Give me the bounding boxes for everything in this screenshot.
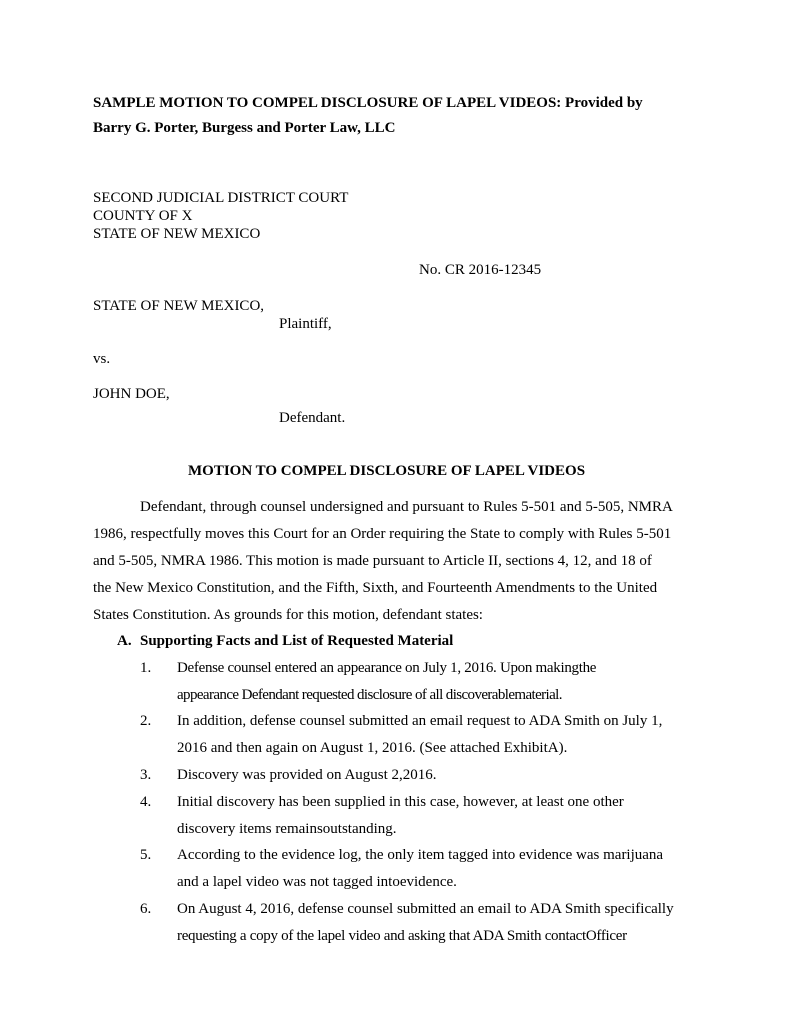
list-item-line: On August 4, 2016, defense counsel submitted an email to ADA Smith specifically (177, 901, 674, 917)
header-title-line-2: Barry G. Porter, Burgess and Porter Law, LLC (93, 120, 396, 136)
list-item-line: In addition, defense counsel submitted an email request to ADA Smith on July 1, (177, 713, 663, 729)
list-item-line: 2016 and then again on August 1, 2016. (See attached ExhibitA). (177, 740, 568, 756)
section-a-heading: Supporting Facts and List of Requested Material (140, 633, 454, 649)
motion-title: MOTION TO COMPEL DISCLOSURE OF LAPEL VIDEOS (188, 463, 586, 479)
section-a-marker: A. (117, 633, 132, 649)
list-item-line: Discovery was provided on August 2,2016. (177, 767, 437, 783)
list-item-line: appearance Defendant requested disclosure of all discoverablematerial. (177, 687, 562, 703)
list-item-number: 4. (140, 794, 152, 810)
plaintiff-name: STATE OF NEW MEXICO, (93, 298, 265, 314)
list-item-line: and a lapel video was not tagged intoevidence. (177, 874, 457, 890)
list-item-line: requesting a copy of the lapel video and asking that ADA Smith contactOfficer (177, 928, 627, 944)
list-item-line: According to the evidence log, the only item tagged into evidence was marijuana (177, 847, 664, 863)
list-item-line: Initial discovery has been supplied in this case, however, at least one other (177, 794, 624, 810)
plaintiff-role: Plaintiff, (279, 316, 332, 332)
defendant-name: JOHN DOE, (93, 386, 170, 402)
court-county: COUNTY OF X (93, 208, 193, 224)
court-name: SECOND JUDICIAL DISTRICT COURT (93, 190, 349, 206)
list-item-number: 2. (140, 713, 152, 729)
case-number: No. CR 2016-12345 (419, 262, 542, 278)
intro-line: 1986, respectfully moves this Court for an Order requiring the State to comply with Rules 5-501 (93, 526, 672, 542)
header-title-line-1: SAMPLE MOTION TO COMPEL DISCLOSURE OF LAPEL VIDEOS: Provided by (93, 95, 643, 111)
versus-label: vs. (93, 351, 111, 367)
list-item-number: 5. (140, 847, 152, 863)
court-state: STATE OF NEW MEXICO (93, 226, 261, 242)
list-item-number: 1. (140, 660, 152, 676)
intro-line: States Constitution. As grounds for this motion, defendant states: (93, 607, 483, 623)
list-item-number: 6. (140, 901, 152, 917)
list-item-number: 3. (140, 767, 152, 783)
intro-line: Defendant, through counsel undersigned and pursuant to Rules 5-501 and 5-505, NMRA (140, 499, 673, 515)
intro-line: the New Mexico Constitution, and the Fifth, Sixth, and Fourteenth Amendments to the United (93, 580, 658, 596)
defendant-role: Defendant. (279, 410, 346, 426)
list-item-line: Defense counsel entered an appearance on July 1, 2016. Upon makingthe (177, 660, 597, 676)
intro-line: and 5-505, NMRA 1986. This motion is made pursuant to Article II, sections 4, 12, and 18 of (93, 553, 652, 569)
list-item-line: discovery items remainsoutstanding. (177, 821, 397, 837)
